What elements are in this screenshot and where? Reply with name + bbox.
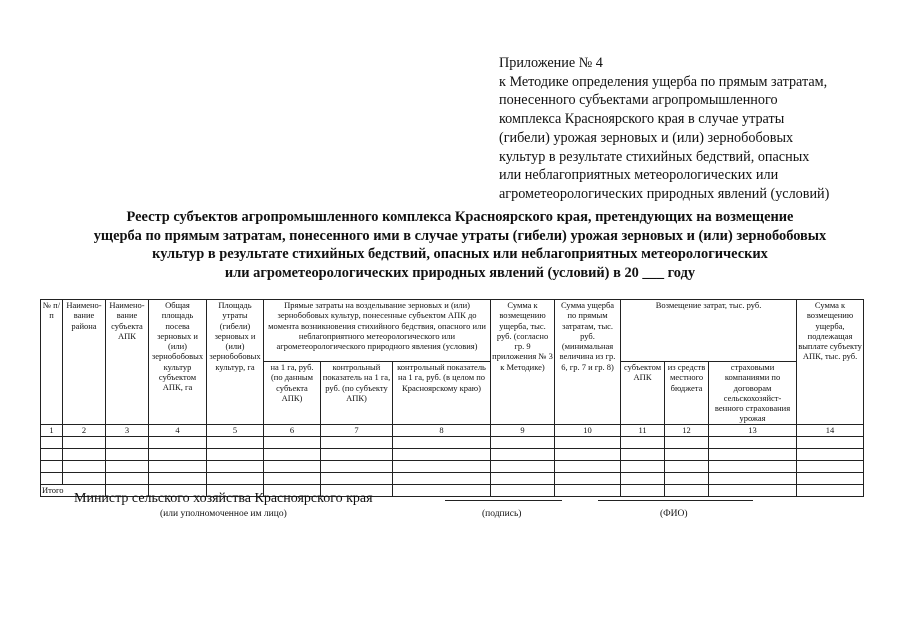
- column-number: 4: [149, 424, 207, 436]
- header-compensation-sum: Сумма к возмещению ущерба, тыс. руб. (согласно гр. 9 приложения № 3 к Методике): [491, 300, 555, 425]
- signatory-position: Министр сельского хозяйства Красноярского края: [74, 491, 373, 506]
- title-line: или агрометеорологических природных явлений (условий) в 20 ___ году: [224, 264, 696, 281]
- registry-table: [40, 299, 864, 497]
- table-row: [41, 472, 864, 484]
- column-number: 7: [321, 424, 393, 436]
- header-control-entity: контрольный показатель на 1 га, руб. (по субъекту АПК): [321, 362, 393, 425]
- header-local-budget: из средств местного бюджета: [665, 362, 709, 425]
- column-number: 5: [207, 424, 264, 436]
- column-number: 10: [555, 424, 621, 436]
- fio-label: (ФИО): [660, 509, 688, 519]
- column-number: 2: [63, 424, 106, 436]
- table-row: [41, 436, 864, 448]
- column-number: 8: [393, 424, 491, 436]
- header-district: Наимено-вание района: [63, 300, 106, 425]
- header-payable-sum: Сумма к возмещению ущерба, подлежащая выплате субъекту АПК, тыс. руб.: [797, 300, 864, 425]
- appendix-line: (гибели) урожая зерновых и (или) зернобобовых: [499, 129, 794, 146]
- column-number: 9: [491, 424, 555, 436]
- signature-line: [445, 500, 562, 501]
- column-number: 14: [797, 424, 864, 436]
- appendix-line: понесенного субъектами агропромышленного: [499, 92, 778, 109]
- header-total-area: Общая площадь посева зерновых и (или) зернобобовых культур субъектом АПК, га: [149, 300, 207, 425]
- column-numbers-row: [41, 424, 864, 436]
- appendix-line: комплекса Красноярского края в случае утраты: [499, 111, 785, 128]
- header-by-entity: субъектом АПК: [621, 362, 665, 425]
- column-number: 12: [665, 424, 709, 436]
- appendix-line: культур в результате стихийных бедствий, опасных: [499, 148, 810, 165]
- header-entity: Наимено-вание субъекта АПК: [106, 300, 149, 425]
- header-cost-reimbursement: Возмещение затрат, тыс. руб.: [621, 300, 797, 362]
- header-damage-sum: Сумма ущерба по прямым затратам, тыс. руб. (минимальная величина из гр. 6, гр. 7 и гр. 8): [555, 300, 621, 425]
- total-label: Итого: [41, 484, 106, 496]
- header-cost-per-ha: на 1 га, руб. (по данным субъекта АПК): [264, 362, 321, 425]
- appendix-line: Приложение № 4: [499, 55, 603, 71]
- header-insurance: страховыми компаниями по договорам сельскохозяйст-венного страхования урожая: [709, 362, 797, 425]
- title-line: культур в результате стихийных бедствий, опасных или неблагоприятных метеорологических: [152, 246, 768, 262]
- column-number: 1: [41, 424, 63, 436]
- document-title: [60, 208, 860, 282]
- header-control-region: контрольный показатель на 1 га, руб. (в целом по Красноярскому краю): [393, 362, 491, 425]
- table-row: [41, 460, 864, 472]
- header-lost-area: Площадь утраты (гибели) зерновых и (или) зернобобовых культур, га: [207, 300, 264, 425]
- title-line: Реестр субъектов агропромышленного комплекса Красноярского края, претендующих на возмещение: [126, 209, 794, 225]
- column-number: 11: [621, 424, 665, 436]
- appendix-line: агрометеорологических природных явлений (условий): [499, 185, 830, 202]
- appendix-block: [499, 54, 894, 204]
- appendix-line: или неблагоприятных метеорологических или: [499, 167, 779, 184]
- signature-label: (подпись): [482, 509, 522, 519]
- table-row: [41, 448, 864, 460]
- column-number: 13: [709, 424, 797, 436]
- column-number: 3: [106, 424, 149, 436]
- fio-line: [598, 500, 753, 501]
- title-line: ущерба по прямым затратам, понесенного ими в случае утраты (гибели) урожая зерновых и (или) зернобобовых: [93, 227, 827, 244]
- header-number: № п/п: [41, 300, 63, 425]
- header-direct-costs: Прямые затраты на возделывание зерновых и (или) зернобобовых культур, понесенные субъектом АПК до момента возникновения стихийного бедствия, опасного или неблагоприятного метеорологического или агрометеорологического природного явления (условия): [264, 300, 491, 362]
- column-number: 6: [264, 424, 321, 436]
- signatory-note: (или уполномоченное им лицо): [160, 509, 287, 519]
- appendix-line: к Методике определения ущерба по прямым затратам,: [499, 73, 828, 90]
